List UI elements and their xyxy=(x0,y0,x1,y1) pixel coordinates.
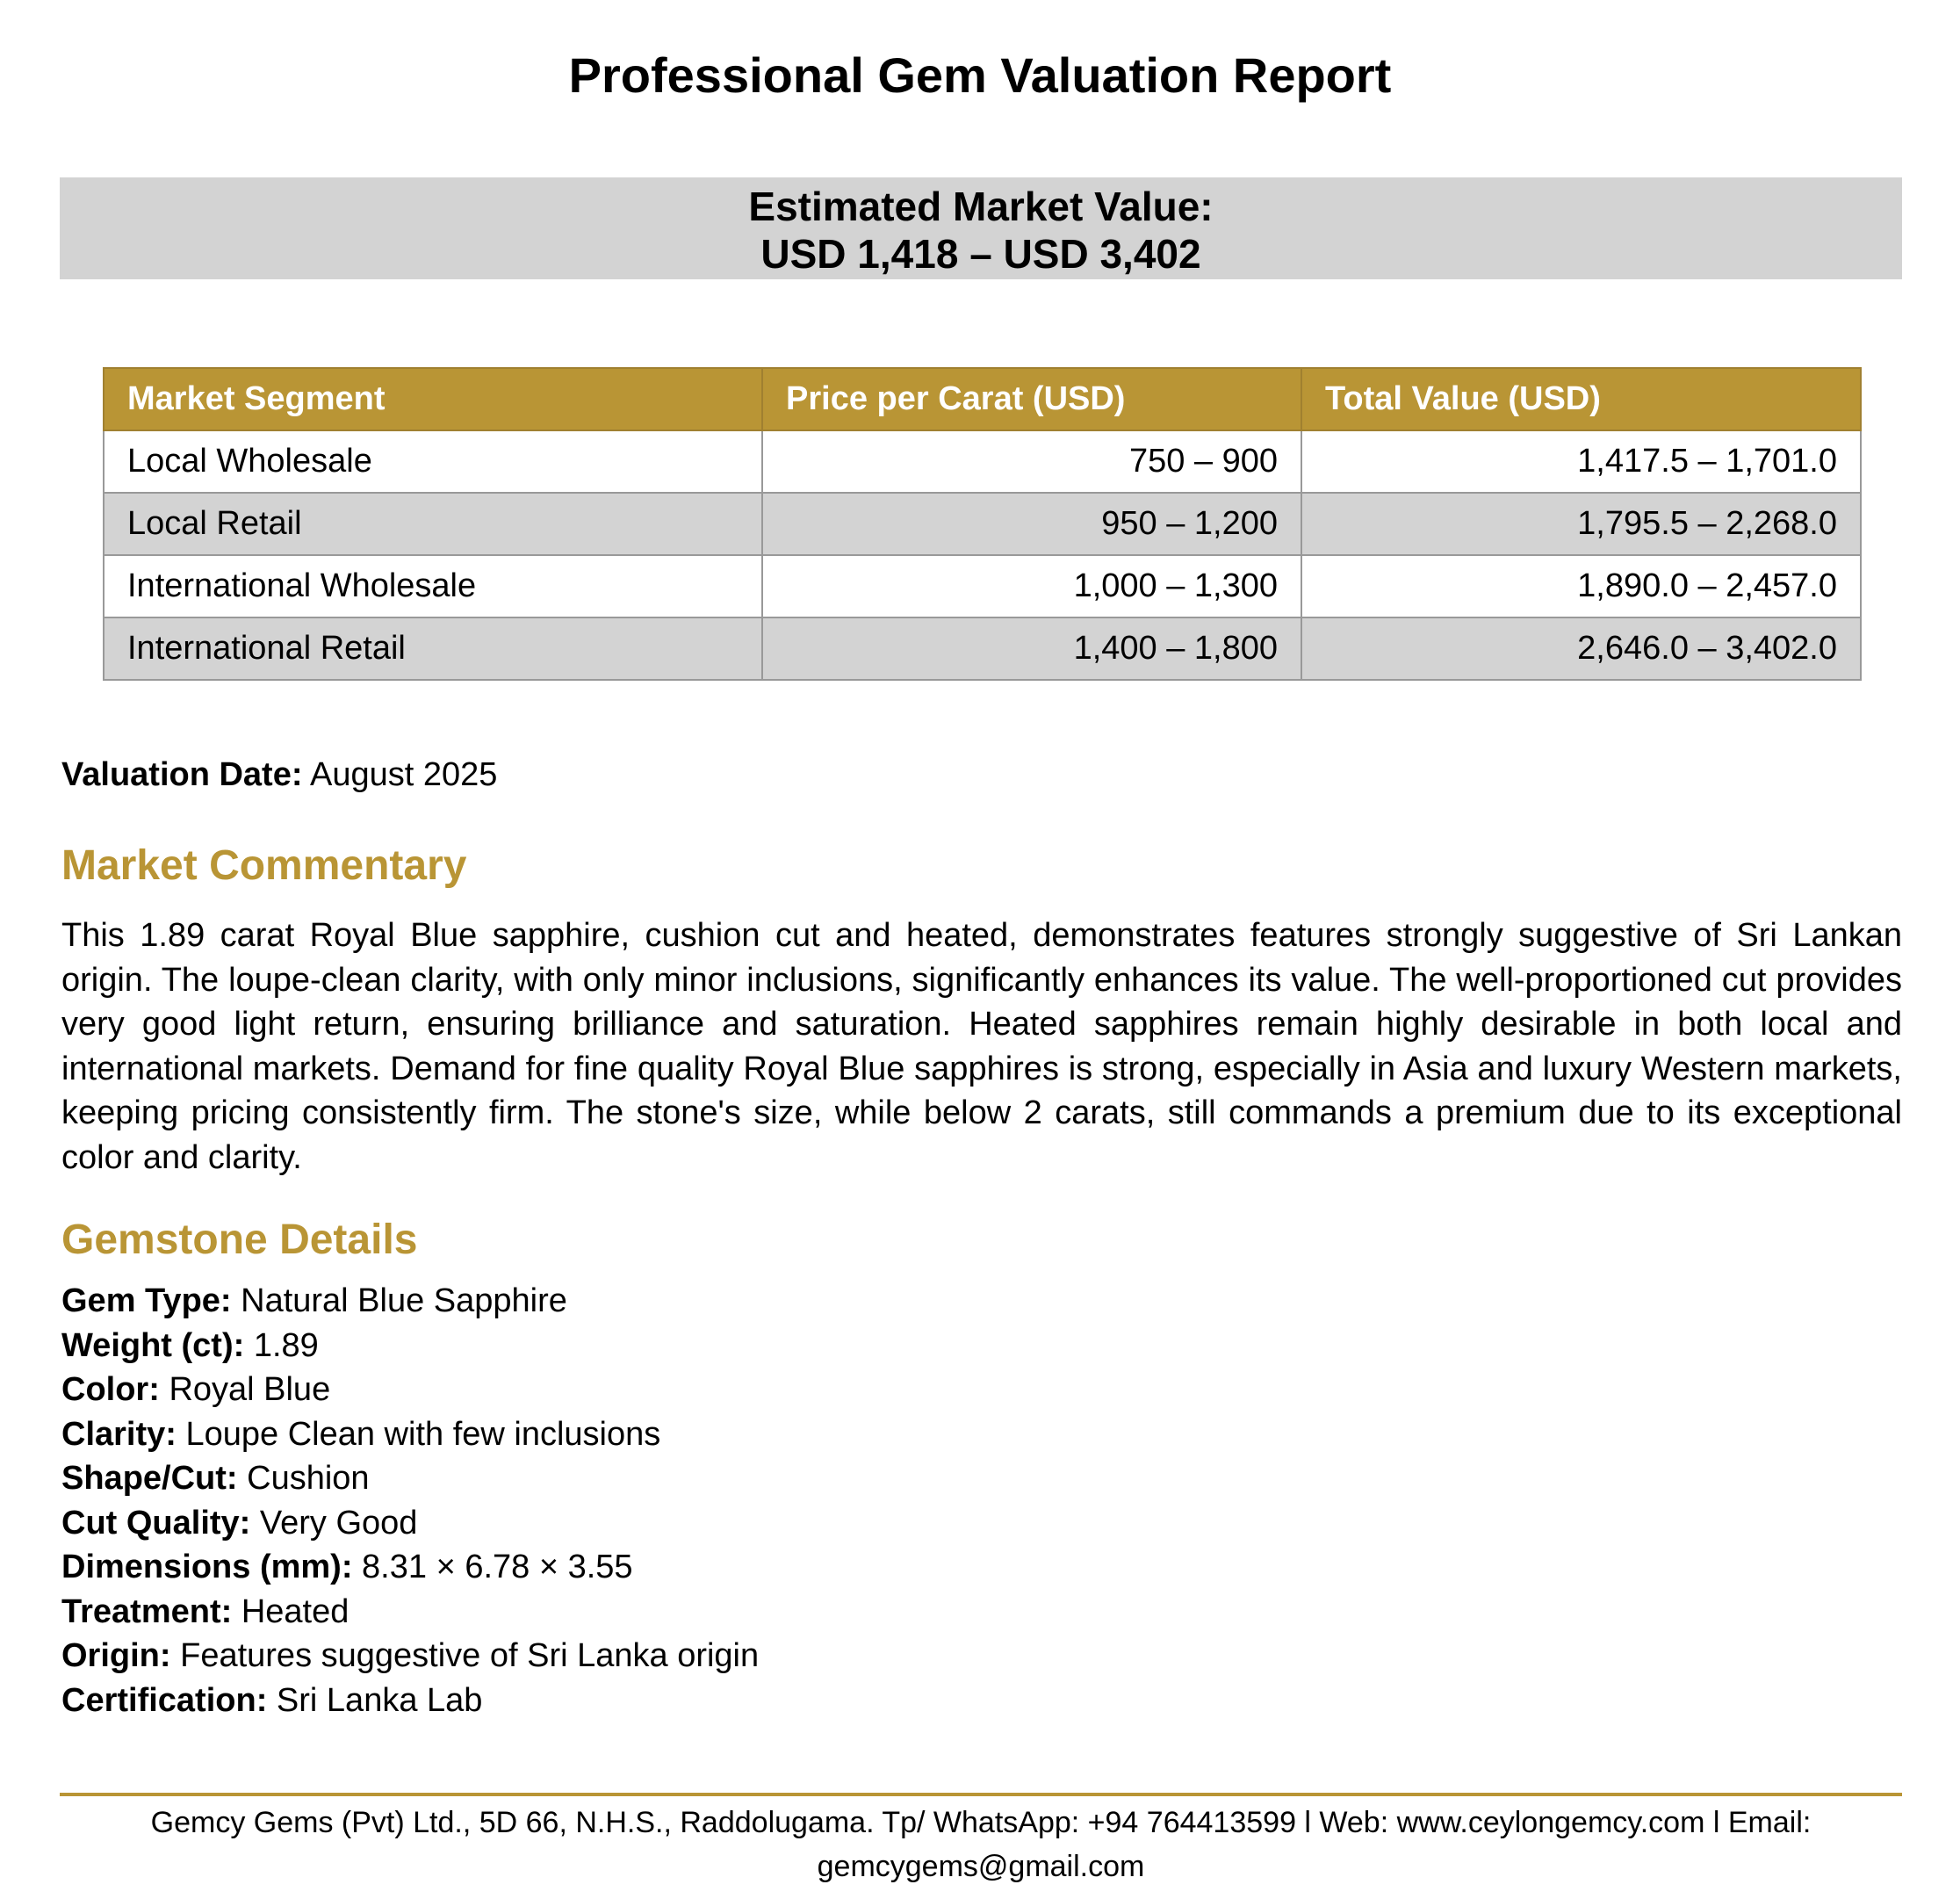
column-header-market-segment: Market Segment xyxy=(104,368,762,430)
detail-value: 1.89 xyxy=(253,1326,319,1364)
detail-value: Natural Blue Sapphire xyxy=(241,1282,567,1319)
valuation-date-label: Valuation Date: xyxy=(61,756,303,793)
detail-cut-quality xyxy=(61,1501,759,1546)
column-header-price-per-carat: Price per Carat (USD) xyxy=(762,368,1301,430)
detail-label: Origin: xyxy=(61,1637,171,1674)
detail-value: Loupe Clean with few inclusions xyxy=(185,1415,661,1453)
cell-price-per-carat: 1,400 – 1,800 xyxy=(762,617,1301,680)
table-row xyxy=(104,617,1861,680)
detail-weight xyxy=(61,1324,759,1368)
table-row xyxy=(104,430,1861,493)
detail-value: Cushion xyxy=(247,1460,370,1497)
valuation-date xyxy=(61,755,497,794)
column-header-total-value: Total Value (USD) xyxy=(1301,368,1861,430)
gemstone-details-heading: Gemstone Details xyxy=(61,1217,418,1263)
page-title: Professional Gem Valuation Report xyxy=(568,47,1392,103)
market-value-table xyxy=(103,367,1862,681)
detail-value: Features suggestive of Sri Lanka origin xyxy=(180,1637,760,1674)
detail-treatment xyxy=(61,1590,759,1635)
detail-value: Heated xyxy=(241,1592,349,1630)
detail-value: 8.31 × 6.78 × 3.55 xyxy=(362,1549,633,1585)
cell-segment: Local Wholesale xyxy=(104,430,762,493)
footer-email: gemcygems@gmail.com xyxy=(817,1850,1145,1883)
cell-total-value: 1,417.5 – 1,701.0 xyxy=(1301,430,1861,493)
cell-segment: International Retail xyxy=(104,617,762,680)
valuation-date-value: August 2025 xyxy=(309,756,498,793)
detail-label: Shape/Cut: xyxy=(61,1460,238,1497)
detail-label: Treatment: xyxy=(61,1592,233,1630)
cell-segment: Local Retail xyxy=(104,493,762,555)
detail-label: Certification: xyxy=(61,1681,268,1719)
cell-price-per-carat: 750 – 900 xyxy=(762,430,1301,493)
detail-certification xyxy=(61,1679,759,1723)
cell-price-per-carat: 1,000 – 1,300 xyxy=(762,555,1301,617)
footer-divider xyxy=(60,1793,1902,1796)
market-commentary-text: This 1.89 carat Royal Blue sapphire, cushion cut and heated, demonstrates features strongly suggestive of Sri Lankan origin. The loupe-clean clarity, with only minor inclusions, significantly enhances its value. The well-proportioned cut provides very good light return, ensuring brilliance and saturation. Heated sapphires remain highly desirable in both local and international markets. Demand for fine quality Royal Blue sapphires is strong, especially in Asia and luxury Western markets, keeping pricing consistently firm. The stone's size, while below 2 carats, still commands a premium due to its exceptional color and clarity. xyxy=(61,917,1902,1176)
cell-price-per-carat: 950 – 1,200 xyxy=(762,493,1301,555)
footer-contact xyxy=(60,1801,1902,1888)
detail-label: Weight (ct): xyxy=(61,1326,245,1364)
table-row xyxy=(104,555,1861,617)
detail-clarity xyxy=(61,1412,759,1457)
detail-label: Dimensions (mm): xyxy=(61,1549,353,1585)
detail-gem-type xyxy=(61,1279,759,1324)
detail-shape-cut xyxy=(61,1456,759,1501)
table-header-row xyxy=(104,368,1861,430)
detail-dimensions xyxy=(61,1545,759,1590)
detail-label: Gem Type: xyxy=(61,1282,232,1319)
footer-line-1: Gemcy Gems (Pvt) Ltd., 5D 66, N.H.S., Raddolugama. Tp/ WhatsApp: +94 764413599 l Web: www.ceylongemcy.com l Email: xyxy=(150,1806,1812,1839)
table-row xyxy=(104,493,1861,555)
gemstone-details-list xyxy=(61,1279,759,1722)
detail-color xyxy=(61,1368,759,1412)
detail-label: Clarity: xyxy=(61,1415,177,1453)
detail-label: Color: xyxy=(61,1371,160,1408)
estimated-value-label: Estimated Market Value: xyxy=(748,184,1214,229)
estimated-value-banner xyxy=(60,177,1902,279)
cell-segment: International Wholesale xyxy=(104,555,762,617)
detail-value: Sri Lanka Lab xyxy=(276,1681,483,1719)
detail-origin xyxy=(61,1634,759,1679)
estimated-value-range: USD 1,418 – USD 3,402 xyxy=(760,231,1201,277)
market-commentary-heading: Market Commentary xyxy=(61,842,467,889)
detail-label: Cut Quality: xyxy=(61,1504,251,1542)
cell-total-value: 1,890.0 – 2,457.0 xyxy=(1301,555,1861,617)
cell-total-value: 1,795.5 – 2,268.0 xyxy=(1301,493,1861,555)
cell-total-value: 2,646.0 – 3,402.0 xyxy=(1301,617,1861,680)
detail-value: Very Good xyxy=(259,1504,418,1542)
detail-value: Royal Blue xyxy=(169,1371,331,1408)
